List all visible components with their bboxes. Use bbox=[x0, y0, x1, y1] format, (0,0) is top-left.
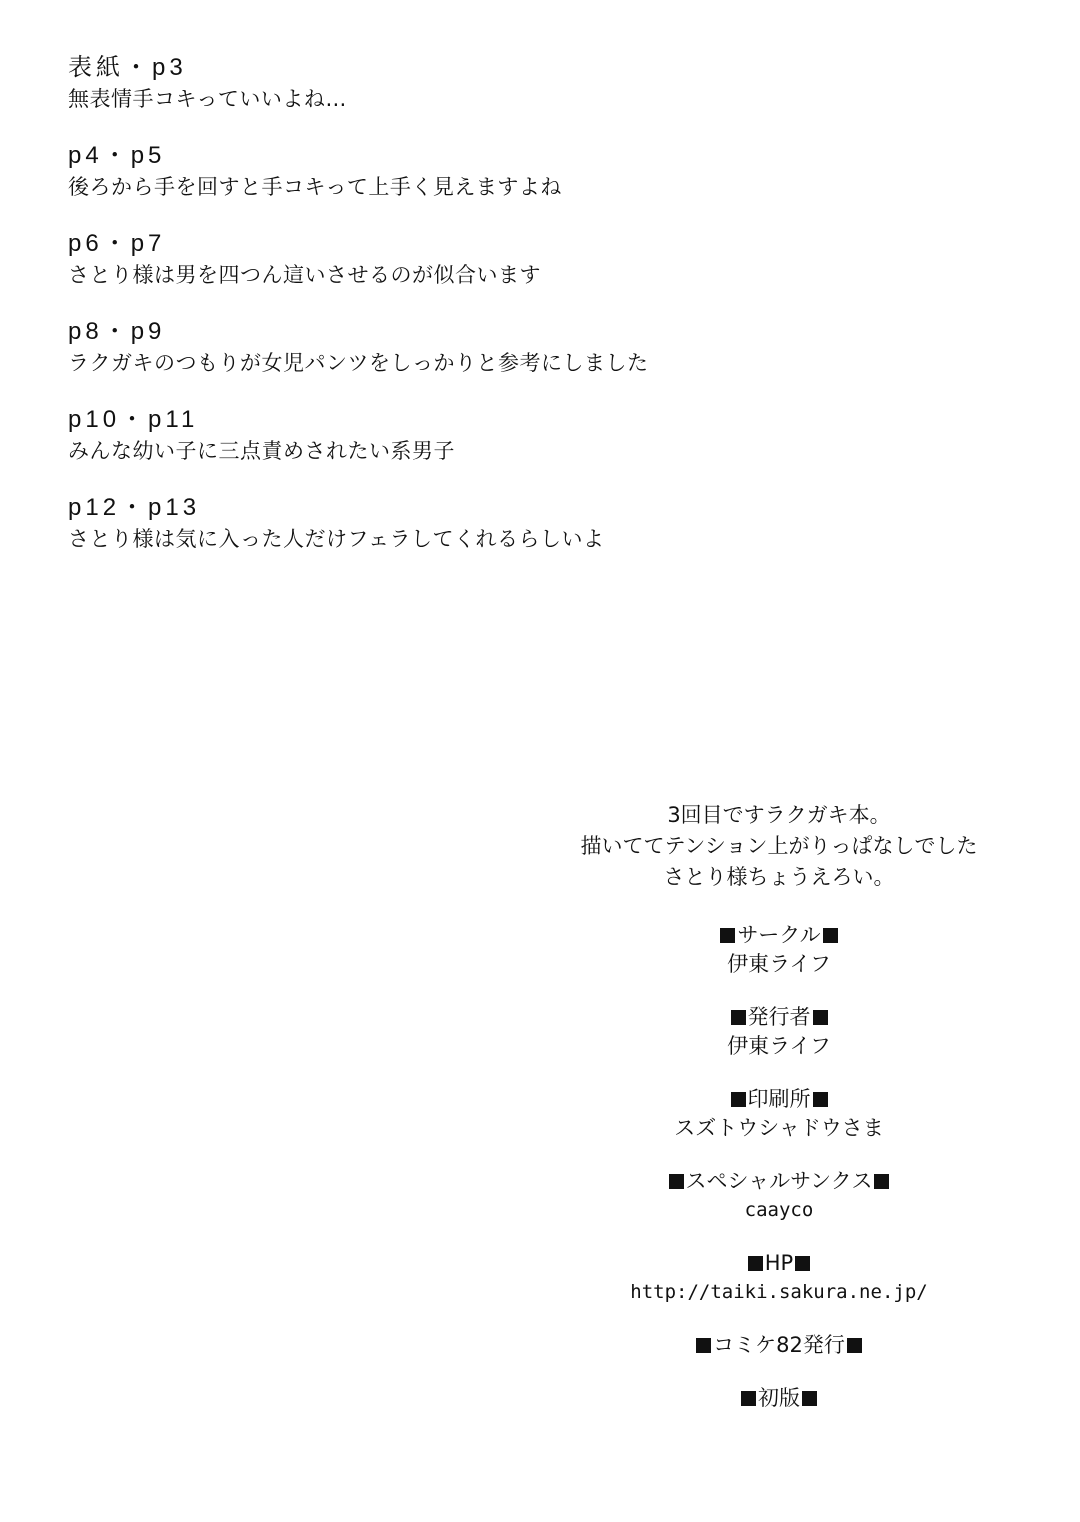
note-p12-p13 bbox=[68, 492, 768, 580]
square-bullet-icon bbox=[802, 1391, 817, 1406]
square-bullet-icon bbox=[795, 1256, 810, 1271]
square-bullet-icon bbox=[823, 928, 838, 943]
hp-heading bbox=[560, 1249, 998, 1278]
square-bullet-icon bbox=[720, 928, 735, 943]
printer-name: スズトウシャドウさま bbox=[674, 1116, 884, 1140]
thanks-heading bbox=[560, 1167, 998, 1196]
publisher-section bbox=[560, 1003, 998, 1061]
note-title: p4・p5 bbox=[68, 142, 166, 169]
note-p4-p5 bbox=[68, 140, 768, 228]
square-bullet-icon bbox=[748, 1256, 763, 1271]
note-text: さとり様は男を四つん這いさせるのが似合います bbox=[68, 263, 541, 287]
square-bullet-icon bbox=[874, 1174, 889, 1189]
thanks-heading-text: スペシャルサンクス bbox=[685, 1169, 873, 1193]
afterword bbox=[560, 800, 998, 893]
printer-section bbox=[560, 1085, 998, 1143]
note-p10-p11 bbox=[68, 404, 768, 492]
afterword-line: 3回目ですラクガキ本。 bbox=[667, 803, 891, 827]
publisher-heading-text: 発行者 bbox=[747, 1005, 811, 1029]
event-heading bbox=[560, 1331, 998, 1360]
note-text: ラクガキのつもりが女児パンツをしっかりと参考にしました bbox=[68, 351, 649, 375]
note-title: p12・p13 bbox=[68, 494, 201, 521]
square-bullet-icon bbox=[696, 1338, 711, 1353]
hp-heading-text: HP bbox=[764, 1251, 794, 1275]
note-p8-p9 bbox=[68, 316, 768, 404]
edition-heading-text: 初版 bbox=[758, 1386, 800, 1410]
square-bullet-icon bbox=[741, 1391, 756, 1406]
circle-heading bbox=[560, 921, 998, 950]
page-notes bbox=[68, 52, 768, 580]
thanks-section bbox=[560, 1167, 998, 1225]
edition-heading bbox=[560, 1384, 998, 1413]
afterword-line: 描いててテンション上がりっぱなしでした bbox=[580, 834, 978, 858]
hp-url: http://taiki.sakura.ne.jp/ bbox=[630, 1281, 928, 1303]
note-text: 無表情手コキっていいよね… bbox=[68, 87, 347, 111]
note-text: みんな幼い子に三点責めされたい系男子 bbox=[68, 439, 455, 463]
circle-heading-text: サークル bbox=[737, 923, 821, 947]
square-bullet-icon bbox=[731, 1092, 746, 1107]
afterword-line: さとり様ちょうえろい。 bbox=[663, 865, 895, 889]
note-title: p8・p9 bbox=[68, 318, 166, 345]
event-heading-text: コミケ82発行 bbox=[713, 1333, 845, 1357]
note-text: さとり様は気に入った人だけフェラしてくれるらしいよ bbox=[68, 527, 605, 551]
note-title: p6・p7 bbox=[68, 230, 166, 257]
circle-name: 伊東ライフ bbox=[727, 952, 831, 976]
printer-heading bbox=[560, 1085, 998, 1114]
printer-heading-text: 印刷所 bbox=[747, 1087, 811, 1111]
square-bullet-icon bbox=[813, 1010, 828, 1025]
publisher-heading bbox=[560, 1003, 998, 1032]
note-p6-p7 bbox=[68, 228, 768, 316]
square-bullet-icon bbox=[847, 1338, 862, 1353]
note-text: 後ろから手を回すと手コキって上手く見えますよね bbox=[68, 175, 562, 199]
edition-section bbox=[560, 1384, 998, 1413]
note-cover-p3 bbox=[68, 52, 768, 140]
square-bullet-icon bbox=[731, 1010, 746, 1025]
hp-section bbox=[560, 1249, 998, 1307]
colophon bbox=[560, 800, 998, 1413]
note-title: 表紙・p3 bbox=[68, 54, 187, 81]
note-title: p10・p11 bbox=[68, 406, 199, 433]
square-bullet-icon bbox=[813, 1092, 828, 1107]
thanks-name: caayco bbox=[744, 1199, 814, 1221]
publisher-name: 伊東ライフ bbox=[727, 1034, 831, 1058]
event-section bbox=[560, 1331, 998, 1360]
square-bullet-icon bbox=[669, 1174, 684, 1189]
circle-section bbox=[560, 921, 998, 979]
